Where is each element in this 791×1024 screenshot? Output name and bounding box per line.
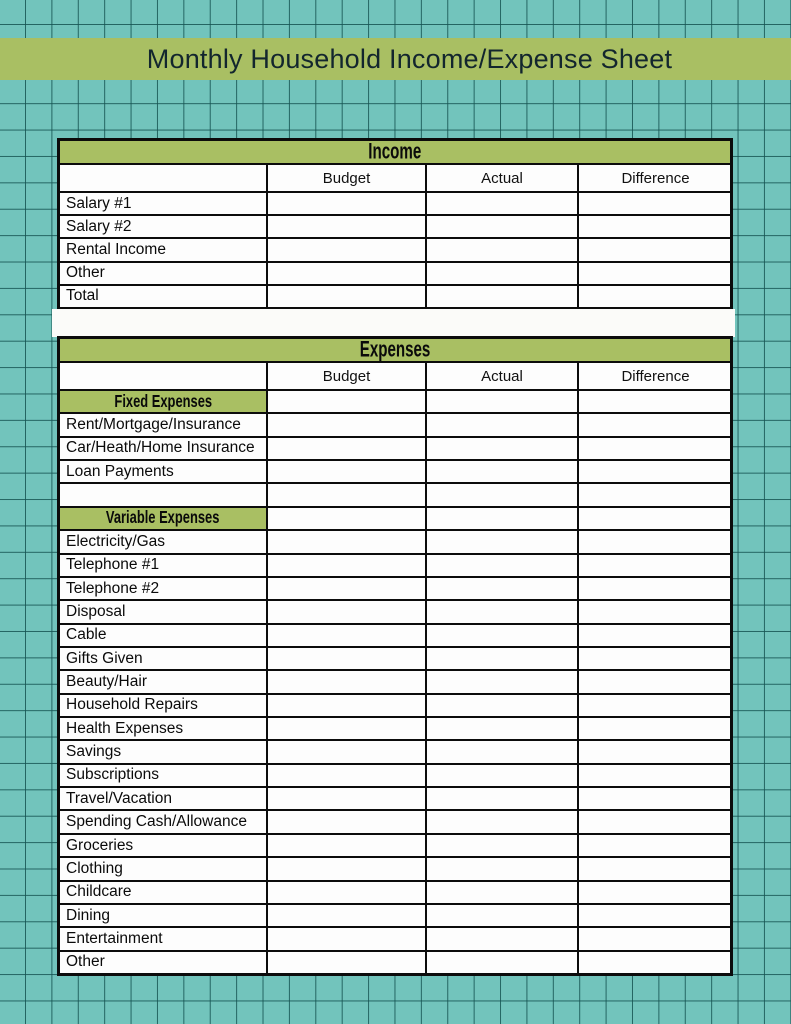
row-label-cell: Other xyxy=(66,264,105,282)
table-row xyxy=(60,506,730,529)
expenses-table xyxy=(57,336,733,976)
income-column-headers xyxy=(60,165,730,193)
row-label-cell: Gifts Given xyxy=(66,649,143,667)
budget-cell xyxy=(266,625,425,646)
actual-cell xyxy=(425,695,577,716)
table-row xyxy=(60,193,730,214)
budget-cell xyxy=(266,835,425,856)
table-row xyxy=(60,412,730,435)
actual-cell xyxy=(425,414,577,435)
actual-cell xyxy=(425,601,577,622)
difference-cell xyxy=(577,391,732,412)
table-row xyxy=(60,214,730,237)
budget-cell xyxy=(266,578,425,599)
budget-cell xyxy=(266,671,425,692)
table-row xyxy=(60,553,730,576)
budget-cell xyxy=(266,193,425,214)
page-title: Monthly Household Income/Expense Sheet xyxy=(146,43,673,74)
actual-cell xyxy=(425,625,577,646)
table-row xyxy=(60,926,730,949)
actual-cell xyxy=(425,811,577,832)
row-label-cell: Rental Income xyxy=(66,241,166,258)
actual-cell xyxy=(425,882,577,903)
actual-cell xyxy=(425,648,577,669)
table-row xyxy=(60,716,730,739)
table-row xyxy=(60,833,730,856)
difference-cell xyxy=(577,858,732,879)
table-row xyxy=(60,391,730,412)
row-label-cell: Disposal xyxy=(66,602,126,620)
column-header: Difference xyxy=(577,165,732,191)
table-row xyxy=(60,459,730,482)
actual-cell xyxy=(425,193,577,214)
row-label-cell: Telephone #2 xyxy=(66,579,160,597)
difference-cell xyxy=(577,239,732,260)
budget-cell xyxy=(266,286,425,307)
expenses-column-headers xyxy=(60,363,730,391)
difference-cell xyxy=(577,952,732,973)
row-label-cell: Loan Payments xyxy=(66,462,174,480)
actual-cell xyxy=(425,741,577,762)
actual-cell xyxy=(425,461,577,482)
budget-cell xyxy=(266,555,425,576)
table-row xyxy=(60,482,730,505)
income-section-header xyxy=(60,141,730,165)
expenses-section-header xyxy=(60,339,730,363)
budget-cell xyxy=(266,216,425,237)
difference-cell xyxy=(577,555,732,576)
row-label-cell: Household Repairs xyxy=(66,696,198,714)
budget-cell xyxy=(266,765,425,786)
difference-cell xyxy=(577,811,732,832)
difference-cell xyxy=(577,648,732,669)
budget-cell xyxy=(266,905,425,926)
difference-cell xyxy=(577,461,732,482)
column-header: Budget xyxy=(266,165,425,191)
budget-cell xyxy=(266,928,425,949)
difference-cell xyxy=(577,601,732,622)
row-label-cell: Beauty/Hair xyxy=(66,672,147,690)
actual-cell xyxy=(425,391,577,412)
difference-cell xyxy=(577,671,732,692)
actual-cell xyxy=(425,484,577,505)
table-row xyxy=(60,903,730,926)
column-header xyxy=(60,363,266,389)
actual-cell xyxy=(425,671,577,692)
table-row xyxy=(60,950,730,973)
table-row xyxy=(60,646,730,669)
row-label-cell: Groceries xyxy=(66,836,134,854)
row-label-cell: Car/Heath/Home Insurance xyxy=(66,439,255,457)
actual-cell xyxy=(425,531,577,552)
budget-cell xyxy=(266,695,425,716)
table-row xyxy=(60,880,730,903)
difference-cell xyxy=(577,438,732,459)
actual-cell xyxy=(425,555,577,576)
difference-cell xyxy=(577,835,732,856)
actual-cell xyxy=(425,718,577,739)
row-label-cell: Salary #2 xyxy=(66,217,132,235)
difference-cell xyxy=(577,286,732,307)
column-header: Budget xyxy=(266,363,425,389)
actual-cell xyxy=(425,438,577,459)
difference-cell xyxy=(577,788,732,809)
table-row xyxy=(60,599,730,622)
row-label-cell: Electricity/Gas xyxy=(66,532,166,550)
budget-cell xyxy=(266,414,425,435)
row-label-cell: Salary #1 xyxy=(66,194,132,212)
budget-cell xyxy=(266,531,425,552)
budget-cell xyxy=(266,858,425,879)
budget-cell xyxy=(266,788,425,809)
difference-cell xyxy=(577,193,732,214)
difference-cell xyxy=(577,905,732,926)
row-label-cell: Health Expenses xyxy=(66,719,184,737)
row-label-cell: Clothing xyxy=(66,859,123,877)
table-row xyxy=(60,739,730,762)
actual-cell xyxy=(425,216,577,237)
actual-cell xyxy=(425,263,577,284)
budget-cell xyxy=(266,391,425,412)
table-row xyxy=(60,763,730,786)
difference-cell xyxy=(577,928,732,949)
actual-cell xyxy=(425,928,577,949)
difference-cell xyxy=(577,625,732,646)
column-header: Actual xyxy=(425,363,577,389)
paper-gap-strip xyxy=(52,309,735,337)
budget-cell xyxy=(266,508,425,529)
table-row xyxy=(60,576,730,599)
difference-cell xyxy=(577,695,732,716)
row-label-cell: Savings xyxy=(66,743,122,761)
budget-cell xyxy=(266,882,425,903)
row-label-cell xyxy=(60,484,266,505)
column-header: Actual xyxy=(425,165,577,191)
budget-cell xyxy=(266,811,425,832)
income-rows xyxy=(60,193,730,307)
table-row xyxy=(60,669,730,692)
actual-cell xyxy=(425,508,577,529)
column-header xyxy=(60,165,266,191)
table-row xyxy=(60,436,730,459)
row-label-cell: Cable xyxy=(66,626,107,644)
actual-cell xyxy=(425,858,577,879)
table-row xyxy=(60,261,730,284)
column-header: Difference xyxy=(577,363,732,389)
difference-cell xyxy=(577,508,732,529)
row-label-cell: Childcare xyxy=(66,883,132,901)
budget-cell xyxy=(266,952,425,973)
actual-cell xyxy=(425,835,577,856)
actual-cell xyxy=(425,905,577,926)
row-label-cell: Variable Expenses xyxy=(60,508,266,529)
table-row xyxy=(60,623,730,646)
table-row xyxy=(60,284,730,307)
difference-cell xyxy=(577,578,732,599)
budget-cell xyxy=(266,438,425,459)
budget-cell xyxy=(266,484,425,505)
difference-cell xyxy=(577,484,732,505)
row-label-cell: Entertainment xyxy=(66,929,163,947)
actual-cell xyxy=(425,788,577,809)
budget-cell xyxy=(266,741,425,762)
difference-cell xyxy=(577,741,732,762)
row-label-cell: Fixed Expenses xyxy=(60,391,266,412)
table-row xyxy=(60,693,730,716)
page-title-band xyxy=(0,38,791,80)
income-table xyxy=(57,138,733,310)
difference-cell xyxy=(577,531,732,552)
row-label-cell: Dining xyxy=(66,906,110,924)
actual-cell xyxy=(425,578,577,599)
row-label-cell: Subscriptions xyxy=(66,766,160,784)
difference-cell xyxy=(577,263,732,284)
row-label-cell: Telephone #1 xyxy=(66,556,160,574)
row-label-cell: Travel/Vacation xyxy=(66,789,172,807)
difference-cell xyxy=(577,765,732,786)
difference-cell xyxy=(577,718,732,739)
budget-cell xyxy=(266,718,425,739)
budget-cell xyxy=(266,263,425,284)
table-row xyxy=(60,786,730,809)
table-row xyxy=(60,237,730,260)
actual-cell xyxy=(425,765,577,786)
difference-cell xyxy=(577,414,732,435)
row-label-cell: Rent/Mortgage/Insurance xyxy=(66,416,241,434)
actual-cell xyxy=(425,286,577,307)
difference-cell xyxy=(577,216,732,237)
budget-cell xyxy=(266,239,425,260)
table-row xyxy=(60,529,730,552)
table-row xyxy=(60,809,730,832)
budget-cell xyxy=(266,648,425,669)
expenses-section-title: Expenses xyxy=(359,339,431,362)
expenses-rows xyxy=(60,391,730,973)
row-label-cell: Other xyxy=(66,953,105,971)
table-row xyxy=(60,856,730,879)
actual-cell xyxy=(425,239,577,260)
income-section-title: Income xyxy=(368,141,422,164)
budget-cell xyxy=(266,461,425,482)
row-label-cell: Total xyxy=(66,287,99,305)
row-label-cell: Spending Cash/Allowance xyxy=(66,813,247,831)
difference-cell xyxy=(577,882,732,903)
actual-cell xyxy=(425,952,577,973)
budget-cell xyxy=(266,601,425,622)
